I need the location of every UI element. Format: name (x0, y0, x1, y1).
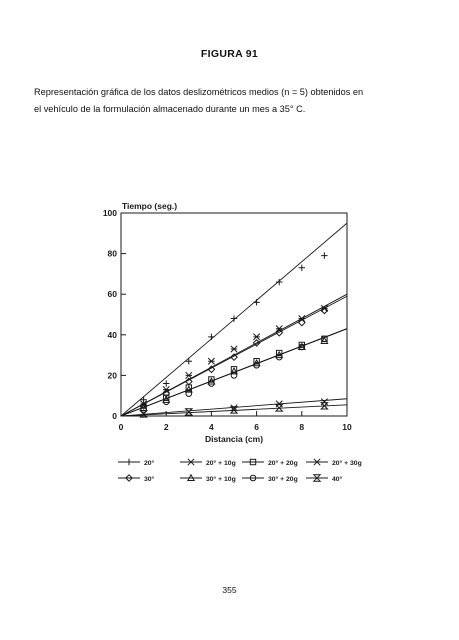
caption-line: el vehículo de la formulación almacenado durante un mes a 35° C. (34, 104, 306, 114)
data-point (299, 315, 305, 321)
y-tick-label: 80 (107, 248, 117, 259)
legend-label: 20° (144, 460, 155, 467)
figure-heading: FIGURA 91 (200, 48, 259, 60)
data-point (208, 358, 214, 364)
y-tick-label: 60 (107, 289, 117, 300)
caption-line: Representación gráfica de los datos deslizométricos medios (n = 5) obtenidos en (34, 87, 364, 97)
legend-item (306, 475, 343, 483)
legend-item (242, 475, 298, 483)
legend-item (180, 475, 236, 483)
data-point (276, 279, 282, 285)
data-point (186, 358, 192, 364)
y-axis-label: Tiempo (seg.) (122, 201, 178, 211)
series-hourglass (121, 403, 347, 418)
series-plus (121, 223, 347, 416)
y-tick-label: 100 (102, 208, 117, 218)
legend-item (118, 475, 155, 483)
x-tick-label: 2 (163, 422, 169, 432)
legend-label: 30° (144, 476, 155, 483)
legend-item (118, 459, 155, 467)
data-point (253, 299, 259, 305)
legend-label: 20° + 10g (206, 460, 236, 467)
data-point (163, 380, 169, 386)
x-axis-label: Distancia (cm) (204, 434, 264, 444)
x-tick-label: 4 (209, 422, 214, 432)
data-point (299, 265, 305, 271)
legend-item (180, 459, 236, 467)
legend-marker (126, 459, 132, 465)
legend-item (242, 459, 298, 467)
data-point (186, 409, 192, 415)
x-tick-label: 6 (254, 422, 259, 432)
series-asterisk (121, 294, 347, 416)
y-tick-label: 40 (107, 329, 117, 340)
data-point (208, 334, 214, 340)
data-point (321, 252, 327, 258)
y-tick-label: 20 (107, 370, 117, 381)
page-number: 355 (222, 585, 237, 595)
legend-label: 40° (332, 476, 343, 483)
x-tick-label: 0 (118, 422, 124, 432)
legend-label: 20° + 30g (332, 460, 362, 467)
data-point (231, 346, 237, 352)
legend-item (306, 459, 362, 467)
x-tick-label: 8 (299, 422, 305, 432)
legend-label: 30° + 10g (206, 476, 236, 483)
legend-marker (188, 459, 194, 465)
fit-line (121, 294, 347, 416)
legend-label: 30° + 20g (268, 476, 298, 483)
data-point (231, 315, 237, 321)
series-circle (121, 329, 347, 416)
data-point (163, 399, 169, 405)
x-tick-label: 10 (342, 422, 352, 432)
y-tick-label: 0 (112, 411, 117, 421)
legend-label: 20° + 20g (268, 460, 298, 467)
